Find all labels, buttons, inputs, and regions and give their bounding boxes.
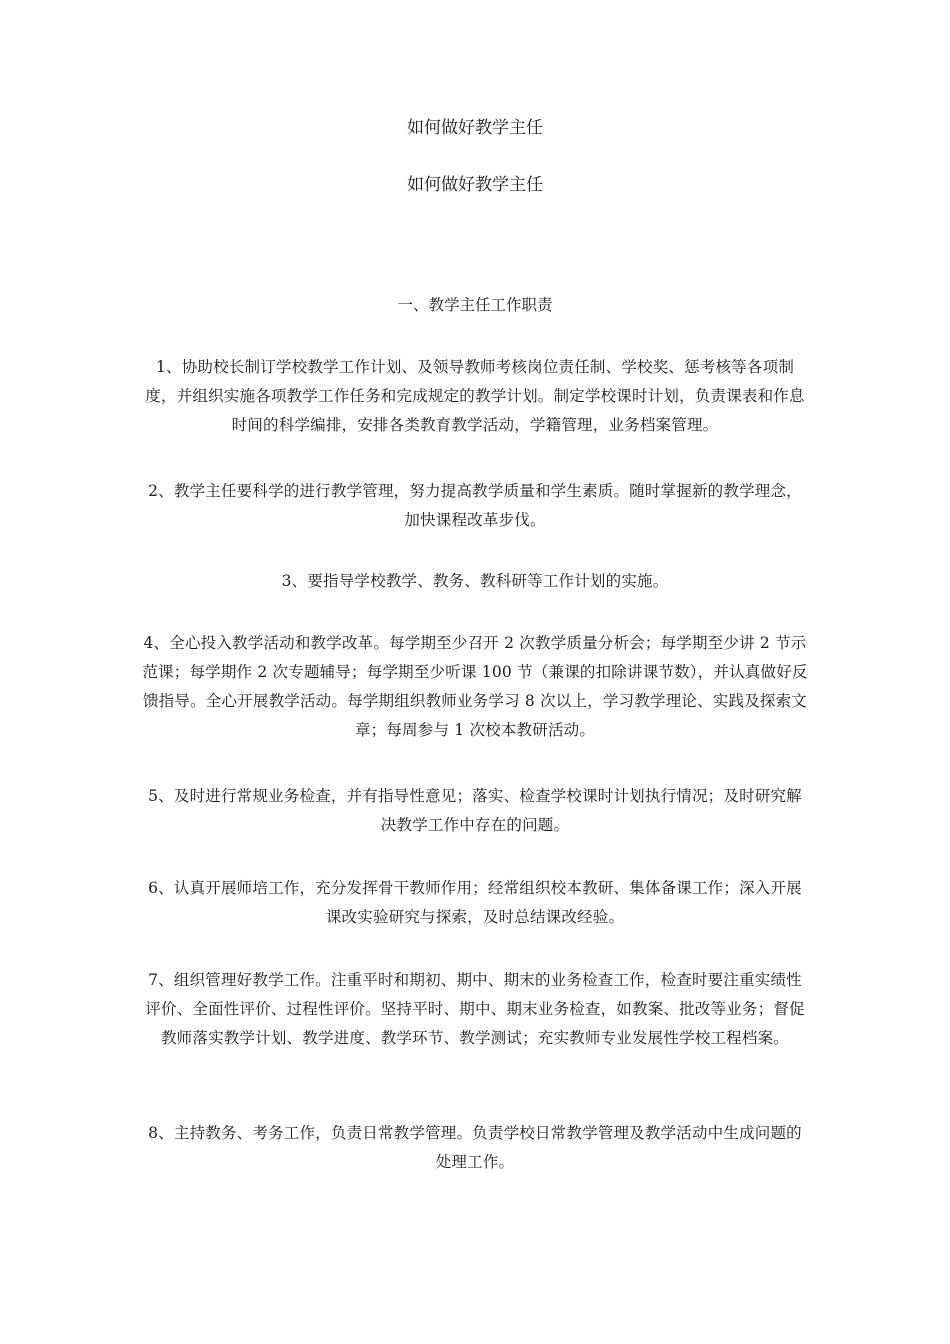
paragraph-3: 3、要指导学校教学、教务、教科研等工作计划的实施。	[281, 572, 669, 590]
document-subtitle: 如何做好教学主任	[407, 175, 543, 195]
paragraph-4: 4、全心投入教学活动和教学改革。每学期至少召开 2 次教学质量分析会；每学期至少讲 2 节示范课；每学期作 2 次专题辅导；每学期至少听课 100 节（兼课的扣除讲课节数），并认真做好反馈指导。全心开展教学活动。每学期组织教师业务学习 8 次以上，学习教学理论、实践及探索文章；每周参与 1 次校本教研活动。	[142, 634, 808, 739]
paragraph-5: 5、及时进行常规业务检查，并有指导性意见；落实、检查学校课时计划执行情况；及时研究解决教学工作中存在的问题。	[148, 787, 802, 834]
paragraph-7: 7、组织管理好教学工作。注重平时和期初、期中、期末的业务检查工作，检查时要注重实绩性评价、全面性评价、过程性评价。坚持平时、期中、期末业务检查，如教案、批改等业务；督促教师落实教学计划、教学进度、教学环节、教学测试；充实教师专业发展性学校工程档案。	[145, 971, 805, 1047]
paragraph-8: 8、主持教务、考务工作，负责日常教学管理。负责学校日常教学管理及教学活动中生成问题的处理工作。	[148, 1124, 802, 1171]
paragraph-2: 2、教学主任要科学的进行教学管理，努力提高教学质量和学生素质。随时掌握新的教学理念，加快课程改革步伐。	[148, 482, 802, 529]
paragraph-6: 6、认真开展师培工作，充分发挥骨干教师作用；经常组织校本教研、集体备课工作；深入开展课改实验研究与探索，及时总结课改经验。	[148, 879, 802, 926]
paragraph-1: 1、协助校长制订学校教学工作计划、及领导教师考核岗位责任制、学校奖、惩考核等各项制度，并组织实施各项教学工作任务和完成规定的教学计划。制定学校课时计划，负责课表和作息时间的科学编排，安排各类教育教学活动，学籍管理，业务档案管理。	[145, 358, 805, 434]
section-heading: 一、教学主任工作职责	[397, 296, 553, 314]
document-title: 如何做好教学主任	[407, 118, 543, 138]
